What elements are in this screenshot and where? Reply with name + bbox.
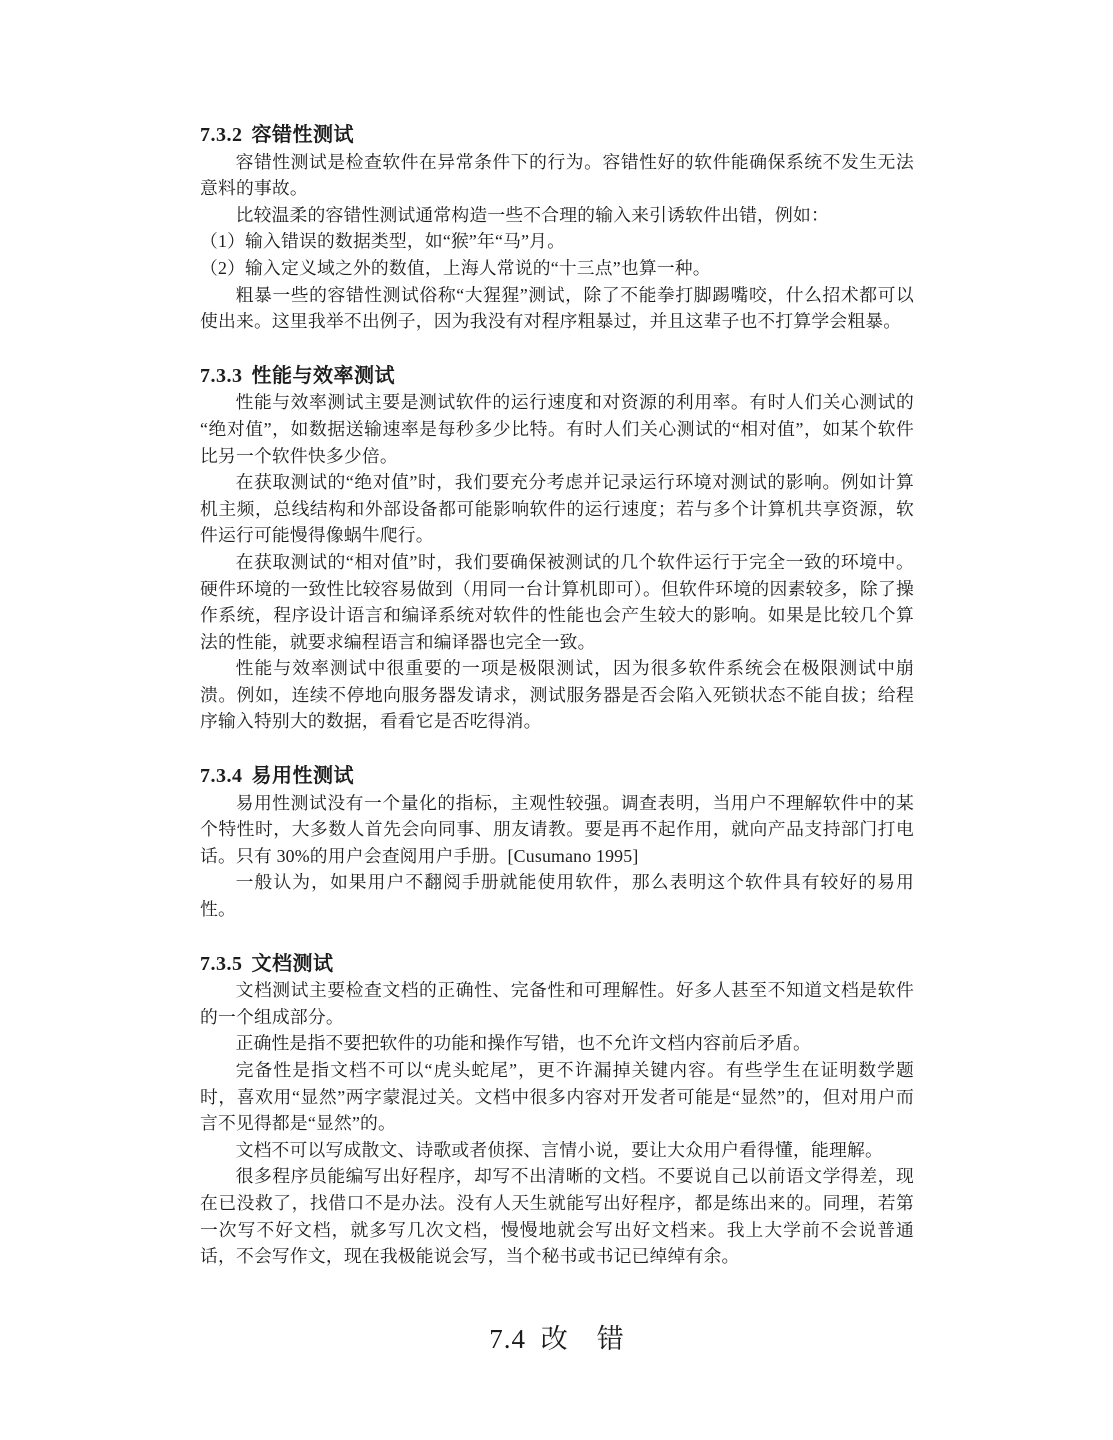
paragraph: 很多程序员能编写出好程序，却写不出清晰的文档。不要说自己以前语文学得差，现在已没救了，找借口不是办法。没有人天生就能写出好程序，都是练出来的。同理，若第一次写不好文档，就多写几次文档，慢慢地就会写出好文档来。我上大学前不会说普通话，不会写作文，现在我极能说会写，当个秘书或书记已绰绰有余。 (200, 1166, 914, 1267)
section-heading (200, 363, 914, 390)
section-title: 容错性测试 (251, 124, 354, 146)
paragraph: 一般认为，如果用户不翻阅手册就能使用软件，那么表明这个软件具有较好的易用性。 (200, 872, 914, 920)
section-7-3-4 (200, 763, 914, 923)
paragraph: 性能与效率测试主要是测试软件的运行速度和对资源的利用率。有时人们关心测试的“绝对值”，如数据送输速率是每秒多少比特。有时人们关心测试的“相对值”，如某个软件比另一个软件快多少倍。 (200, 392, 914, 466)
paragraph: 比较温柔的容错性测试通常构造一些不合理的输入来引诱软件出错，例如： (235, 204, 829, 225)
section-heading (200, 122, 914, 149)
list-item: （1）输入错误的数据类型，如“猴”年“马”月。 (200, 231, 566, 252)
paragraph: 易用性测试没有一个量化的指标，主观性较强。调查表明，当用户不理解软件中的某个特性时，大多数人首先会向同事、朋友请教。要是再不起作用，就向产品支持部门打电话。只有 30%的用户会查阅用户手册。[Cusumano 1995] (200, 792, 914, 866)
paragraph: 完备性是指文档不可以“虎头蛇尾”，更不许漏掉关键内容。有些学生在证明数学题时，喜欢用“显然”两字蒙混过关。文档中很多内容对开发者可能是“显然”的，但对用户而言不见得都是“显然”的。 (200, 1060, 914, 1134)
section-title: 易用性测试 (251, 765, 354, 788)
section-7-3-2 (200, 122, 914, 335)
paragraph: 正确性是指不要把软件的功能和操作写错，也不允许文档内容前后矛盾。 (235, 1033, 811, 1054)
section-number: 7.3.5 (200, 952, 243, 975)
paragraph: 在获取测试的“绝对值”时，我们要充分考虑并记录运行环境对测试的影响。例如计算机主频，总线结构和外部设备都可能影响软件的运行速度；若与多个计算机共享资源，软件运行可能慢得像蜗牛爬行。 (200, 472, 914, 546)
chapter-heading (200, 1322, 914, 1356)
section-number: 7.3.4 (200, 765, 243, 788)
section-heading (200, 951, 914, 978)
chapter-number: 7.4 (489, 1323, 526, 1354)
section-title: 性能与效率测试 (251, 364, 395, 387)
list-item: （2）输入定义域之外的数值，上海人常说的“十三点”也算一种。 (200, 257, 711, 278)
paragraph: 性能与效率测试中很重要的一项是极限测试，因为很多软件系统会在极限测试中崩溃。例如，连续不停地向服务器发请求，测试服务器是否会陷入死锁状态不能自拔；给程序输入特别大的数据，看看它是否吃得消。 (200, 658, 914, 732)
chapter-title: 改 错 (540, 1323, 625, 1354)
section-7-3-5 (200, 951, 914, 1270)
paragraph: 文档不可以写成散文、诗歌或者侦探、言情小说，要让大众用户看得懂，能理解。 (235, 1139, 883, 1160)
section-number: 7.3.3 (200, 364, 243, 387)
section-7-3-3 (200, 363, 914, 735)
paragraph: 容错性测试是检查软件在异常条件下的行为。容错性好的软件能确保系统不发生无法意料的事故。 (200, 151, 914, 199)
text-column (200, 122, 914, 1356)
section-number: 7.3.2 (200, 124, 243, 146)
section-title: 文档测试 (251, 952, 334, 975)
section-heading (200, 763, 914, 790)
paragraph: 在获取测试的“相对值”时，我们要确保被测试的几个软件运行于完全一致的环境中。硬件环境的一致性比较容易做到（用同一台计算机即可）。但软件环境的因素较多，除了操作系统，程序设计语言和编译系统对软件的性能也会产生较大的影响。如果是比较几个算法的性能，就要求编程语言和编译器也完全一致。 (200, 551, 914, 652)
paragraph: 文档测试主要检查文档的正确性、完备性和可理解性。好多人甚至不知道文档是软件的一个组成部分。 (200, 980, 914, 1027)
paragraph: 粗暴一些的容错性测试俗称“大猩猩”测试，除了不能拳打脚踢嘴咬，什么招术都可以使出来。这里我举不出例子，因为我没有对程序粗暴过，并且这辈子也不打算学会粗暴。 (200, 284, 914, 332)
